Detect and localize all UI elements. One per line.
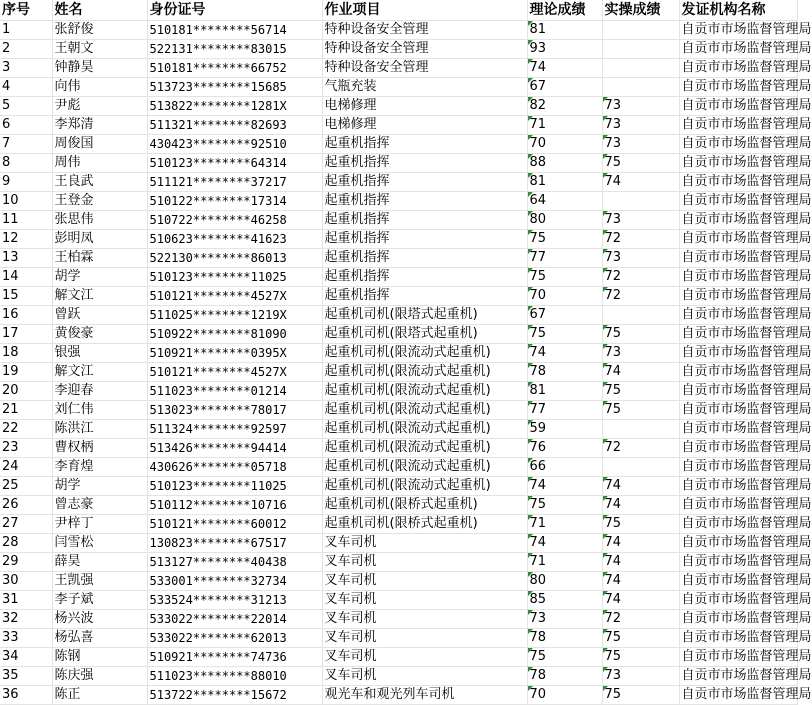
cell-work-item[interactable]: 叉车司机 bbox=[322, 629, 527, 648]
cell-issuing-authority[interactable]: 自贡市市场监督管理局 bbox=[679, 439, 797, 458]
cell-work-item[interactable]: 起重机司机(限流动式起重机) bbox=[322, 363, 527, 382]
table-row bbox=[0, 78, 797, 97]
cell-work-item[interactable]: 叉车司机 bbox=[322, 591, 527, 610]
cell-index[interactable]: 36 bbox=[0, 686, 52, 705]
cell-index[interactable]: 18 bbox=[0, 344, 52, 363]
cell-issuing-authority[interactable]: 自贡市市场监督管理局 bbox=[679, 363, 797, 382]
cell-work-item[interactable]: 起重机司机(限塔式起重机) bbox=[322, 325, 527, 344]
cell-index[interactable]: 19 bbox=[0, 363, 52, 382]
cell-name[interactable]: 曾志豪 bbox=[52, 496, 147, 515]
cell-id-number[interactable]: 430423********92510 bbox=[147, 135, 322, 154]
cell-index[interactable]: 12 bbox=[0, 230, 52, 249]
cell-index[interactable]: 22 bbox=[0, 420, 52, 439]
cell-name[interactable]: 陈钢 bbox=[52, 648, 147, 667]
table-row bbox=[0, 629, 797, 648]
cell-index[interactable]: 3 bbox=[0, 59, 52, 78]
cell-id-number[interactable]: 511324********92597 bbox=[147, 420, 322, 439]
cell-issuing-authority[interactable]: 自贡市市场监督管理局 bbox=[679, 21, 797, 40]
cell-id-number[interactable]: 510121********4527X bbox=[147, 287, 322, 306]
cell-theory-score[interactable]: 70 bbox=[527, 287, 602, 306]
cell-id-number[interactable]: 430626********05718 bbox=[147, 458, 322, 477]
cell-theory-score[interactable]: 80 bbox=[527, 211, 602, 230]
cell-work-item[interactable]: 起重机司机(限流动式起重机) bbox=[322, 420, 527, 439]
cell-id-number[interactable]: 513127********40438 bbox=[147, 553, 322, 572]
cell-issuing-authority[interactable]: 自贡市市场监督管理局 bbox=[679, 40, 797, 59]
cell-work-item[interactable]: 起重机司机(限流动式起重机) bbox=[322, 344, 527, 363]
cell-work-item[interactable]: 特种设备安全管理 bbox=[322, 40, 527, 59]
cell-work-item[interactable]: 起重机司机(限桥式起重机) bbox=[322, 496, 527, 515]
cell-work-item[interactable]: 起重机司机(限流动式起重机) bbox=[322, 401, 527, 420]
cell-index[interactable]: 25 bbox=[0, 477, 52, 496]
cell-index[interactable]: 13 bbox=[0, 249, 52, 268]
cell-theory-score[interactable]: 74 bbox=[527, 344, 602, 363]
cell-index[interactable]: 34 bbox=[0, 648, 52, 667]
cell-name[interactable]: 李郑清 bbox=[52, 116, 147, 135]
cell-work-item[interactable]: 起重机指挥 bbox=[322, 268, 527, 287]
cell-id-number[interactable]: 511023********88010 bbox=[147, 667, 322, 686]
cell-id-number[interactable]: 510922********81090 bbox=[147, 325, 322, 344]
cell-name[interactable]: 银强 bbox=[52, 344, 147, 363]
cell-work-item[interactable]: 特种设备安全管理 bbox=[322, 59, 527, 78]
cell-id-number[interactable]: 513723********15685 bbox=[147, 78, 322, 97]
cell-index[interactable]: 4 bbox=[0, 78, 52, 97]
cell-issuing-authority[interactable]: 自贡市市场监督管理局 bbox=[679, 477, 797, 496]
cell-name[interactable]: 胡学 bbox=[52, 268, 147, 287]
header-cell-issuing-authority[interactable]: 发证机构名称 bbox=[679, 0, 797, 21]
table-row bbox=[0, 496, 797, 515]
cell-work-item[interactable]: 叉车司机 bbox=[322, 553, 527, 572]
header-row bbox=[0, 0, 797, 21]
cell-issuing-authority[interactable]: 自贡市市场监督管理局 bbox=[679, 173, 797, 192]
cell-practical-score[interactable]: 75 bbox=[602, 686, 679, 705]
cell-practical-score[interactable] bbox=[602, 192, 679, 211]
cell-practical-score[interactable] bbox=[602, 420, 679, 439]
table-row bbox=[0, 439, 797, 458]
cell-name[interactable]: 陈洪江 bbox=[52, 420, 147, 439]
table-row bbox=[0, 211, 797, 230]
table-row bbox=[0, 59, 797, 78]
cell-theory-score[interactable]: 59 bbox=[527, 420, 602, 439]
cell-name[interactable]: 李迎春 bbox=[52, 382, 147, 401]
cell-issuing-authority[interactable]: 自贡市市场监督管理局 bbox=[679, 420, 797, 439]
cell-issuing-authority[interactable]: 自贡市市场监督管理局 bbox=[679, 496, 797, 515]
cell-issuing-authority[interactable]: 自贡市市场监督管理局 bbox=[679, 154, 797, 173]
cell-practical-score[interactable]: 73 bbox=[602, 97, 679, 116]
cell-issuing-authority[interactable]: 自贡市市场监督管理局 bbox=[679, 534, 797, 553]
cell-name[interactable]: 王良武 bbox=[52, 173, 147, 192]
cell-theory-score[interactable]: 82 bbox=[527, 97, 602, 116]
cell-name[interactable]: 李育煌 bbox=[52, 458, 147, 477]
cell-theory-score[interactable]: 93 bbox=[527, 40, 602, 59]
cell-practical-score[interactable]: 75 bbox=[602, 629, 679, 648]
cell-work-item[interactable]: 叉车司机 bbox=[322, 610, 527, 629]
cell-theory-score[interactable]: 66 bbox=[527, 458, 602, 477]
cell-id-number[interactable]: 511321********82693 bbox=[147, 116, 322, 135]
cell-id-number[interactable]: 510112********10716 bbox=[147, 496, 322, 515]
header-cell-id-number[interactable]: 身份证号 bbox=[147, 0, 322, 21]
cell-work-item[interactable]: 起重机司机(限流动式起重机) bbox=[322, 458, 527, 477]
cell-id-number[interactable]: 533022********62013 bbox=[147, 629, 322, 648]
cell-name[interactable]: 解文江 bbox=[52, 363, 147, 382]
cell-practical-score[interactable]: 74 bbox=[602, 534, 679, 553]
cell-work-item[interactable]: 电梯修理 bbox=[322, 97, 527, 116]
table-row bbox=[0, 572, 797, 591]
cell-id-number[interactable]: 533001********32734 bbox=[147, 572, 322, 591]
cell-name[interactable]: 张舒俊 bbox=[52, 21, 147, 40]
cell-id-number[interactable]: 510123********64314 bbox=[147, 154, 322, 173]
table-row bbox=[0, 154, 797, 173]
cell-issuing-authority[interactable]: 自贡市市场监督管理局 bbox=[679, 458, 797, 477]
table-row bbox=[0, 325, 797, 344]
cell-index[interactable]: 6 bbox=[0, 116, 52, 135]
cell-theory-score[interactable]: 74 bbox=[527, 534, 602, 553]
cell-theory-score[interactable]: 70 bbox=[527, 135, 602, 154]
cell-issuing-authority[interactable]: 自贡市市场监督管理局 bbox=[679, 629, 797, 648]
cell-theory-score[interactable]: 77 bbox=[527, 401, 602, 420]
cell-practical-score[interactable]: 74 bbox=[602, 477, 679, 496]
cell-work-item[interactable]: 叉车司机 bbox=[322, 534, 527, 553]
cell-index[interactable]: 20 bbox=[0, 382, 52, 401]
table-row bbox=[0, 591, 797, 610]
cell-name[interactable]: 杨兴波 bbox=[52, 610, 147, 629]
cell-work-item[interactable]: 电梯修理 bbox=[322, 116, 527, 135]
cell-id-number[interactable]: 510921********0395X bbox=[147, 344, 322, 363]
cell-theory-score[interactable]: 88 bbox=[527, 154, 602, 173]
cell-practical-score[interactable]: 72 bbox=[602, 268, 679, 287]
cell-name[interactable]: 李子斌 bbox=[52, 591, 147, 610]
cell-theory-score[interactable]: 74 bbox=[527, 59, 602, 78]
cell-index[interactable]: 16 bbox=[0, 306, 52, 325]
table-row bbox=[0, 515, 797, 534]
cell-index[interactable]: 32 bbox=[0, 610, 52, 629]
cell-issuing-authority[interactable]: 自贡市市场监督管理局 bbox=[679, 553, 797, 572]
cell-work-item[interactable]: 叉车司机 bbox=[322, 648, 527, 667]
cell-index[interactable]: 24 bbox=[0, 458, 52, 477]
cell-practical-score[interactable]: 73 bbox=[602, 344, 679, 363]
cell-id-number[interactable]: 510123********11025 bbox=[147, 477, 322, 496]
cell-name[interactable]: 王登金 bbox=[52, 192, 147, 211]
cell-work-item[interactable]: 气瓶充装 bbox=[322, 78, 527, 97]
cell-issuing-authority[interactable]: 自贡市市场监督管理局 bbox=[679, 268, 797, 287]
cell-practical-score[interactable] bbox=[602, 59, 679, 78]
cell-name[interactable]: 解文江 bbox=[52, 287, 147, 306]
cell-issuing-authority[interactable]: 自贡市市场监督管理局 bbox=[679, 344, 797, 363]
cell-practical-score[interactable]: 75 bbox=[602, 325, 679, 344]
cell-work-item[interactable]: 起重机司机(限塔式起重机) bbox=[322, 306, 527, 325]
table-row bbox=[0, 249, 797, 268]
cell-theory-score[interactable]: 64 bbox=[527, 192, 602, 211]
cell-index[interactable]: 8 bbox=[0, 154, 52, 173]
cell-issuing-authority[interactable]: 自贡市市场监督管理局 bbox=[679, 135, 797, 154]
cell-index[interactable]: 30 bbox=[0, 572, 52, 591]
cell-work-item[interactable]: 起重机司机(限桥式起重机) bbox=[322, 515, 527, 534]
cell-issuing-authority[interactable]: 自贡市市场监督管理局 bbox=[679, 325, 797, 344]
cell-theory-score[interactable]: 80 bbox=[527, 572, 602, 591]
cell-index[interactable]: 17 bbox=[0, 325, 52, 344]
cell-id-number[interactable]: 510181********66752 bbox=[147, 59, 322, 78]
cell-issuing-authority[interactable]: 自贡市市场监督管理局 bbox=[679, 515, 797, 534]
cell-name[interactable]: 王柏霖 bbox=[52, 249, 147, 268]
cell-issuing-authority[interactable]: 自贡市市场监督管理局 bbox=[679, 667, 797, 686]
cell-theory-score[interactable]: 78 bbox=[527, 363, 602, 382]
cell-practical-score[interactable]: 75 bbox=[602, 648, 679, 667]
table-row bbox=[0, 173, 797, 192]
cell-practical-score[interactable]: 73 bbox=[602, 116, 679, 135]
table-row bbox=[0, 648, 797, 667]
cell-theory-score[interactable]: 76 bbox=[527, 439, 602, 458]
cell-issuing-authority[interactable]: 自贡市市场监督管理局 bbox=[679, 211, 797, 230]
cell-theory-score[interactable]: 75 bbox=[527, 496, 602, 515]
cell-work-item[interactable]: 起重机司机(限流动式起重机) bbox=[322, 477, 527, 496]
cell-name[interactable]: 钟静昊 bbox=[52, 59, 147, 78]
cell-work-item[interactable]: 起重机指挥 bbox=[322, 173, 527, 192]
cell-id-number[interactable]: 511023********01214 bbox=[147, 382, 322, 401]
cell-practical-score[interactable]: 74 bbox=[602, 496, 679, 515]
cell-index[interactable]: 28 bbox=[0, 534, 52, 553]
cell-work-item[interactable]: 起重机指挥 bbox=[322, 249, 527, 268]
cell-practical-score[interactable]: 73 bbox=[602, 211, 679, 230]
cell-issuing-authority[interactable]: 自贡市市场监督管理局 bbox=[679, 401, 797, 420]
cell-name[interactable]: 陈庆强 bbox=[52, 667, 147, 686]
cell-issuing-authority[interactable]: 自贡市市场监督管理局 bbox=[679, 591, 797, 610]
header-cell-practical-score[interactable]: 实操成绩 bbox=[602, 0, 679, 21]
header-cell-theory-score[interactable]: 理论成绩 bbox=[527, 0, 602, 21]
cell-id-number[interactable]: 513023********78017 bbox=[147, 401, 322, 420]
cell-practical-score[interactable]: 72 bbox=[602, 287, 679, 306]
cell-theory-score[interactable]: 71 bbox=[527, 116, 602, 135]
cell-name[interactable]: 彭明凤 bbox=[52, 230, 147, 249]
table-row bbox=[0, 401, 797, 420]
cell-theory-score[interactable]: 67 bbox=[527, 78, 602, 97]
cell-id-number[interactable]: 511025********1219X bbox=[147, 306, 322, 325]
cell-issuing-authority[interactable]: 自贡市市场监督管理局 bbox=[679, 230, 797, 249]
cell-theory-score[interactable]: 77 bbox=[527, 249, 602, 268]
cell-issuing-authority[interactable]: 自贡市市场监督管理局 bbox=[679, 59, 797, 78]
cell-theory-score[interactable]: 67 bbox=[527, 306, 602, 325]
cell-theory-score[interactable]: 70 bbox=[527, 686, 602, 705]
cell-work-item[interactable]: 叉车司机 bbox=[322, 667, 527, 686]
cell-index[interactable]: 33 bbox=[0, 629, 52, 648]
table-row bbox=[0, 553, 797, 572]
table-row bbox=[0, 610, 797, 629]
cell-practical-score[interactable]: 73 bbox=[602, 667, 679, 686]
cell-index[interactable]: 11 bbox=[0, 211, 52, 230]
cell-theory-score[interactable]: 78 bbox=[527, 667, 602, 686]
cell-theory-score[interactable]: 81 bbox=[527, 382, 602, 401]
cell-issuing-authority[interactable]: 自贡市市场监督管理局 bbox=[679, 572, 797, 591]
table-row bbox=[0, 287, 797, 306]
cell-name[interactable]: 陈正 bbox=[52, 686, 147, 705]
cell-issuing-authority[interactable]: 自贡市市场监督管理局 bbox=[679, 78, 797, 97]
cell-index[interactable]: 9 bbox=[0, 173, 52, 192]
cell-theory-score[interactable]: 81 bbox=[527, 173, 602, 192]
header-cell-name[interactable]: 姓名 bbox=[52, 0, 147, 21]
table-row bbox=[0, 458, 797, 477]
cell-name[interactable]: 黄俊豪 bbox=[52, 325, 147, 344]
table-row bbox=[0, 363, 797, 382]
cell-index[interactable]: 26 bbox=[0, 496, 52, 515]
cell-index[interactable]: 2 bbox=[0, 40, 52, 59]
cell-index[interactable]: 10 bbox=[0, 192, 52, 211]
cell-issuing-authority[interactable]: 自贡市市场监督管理局 bbox=[679, 287, 797, 306]
cell-id-number[interactable]: 510722********46258 bbox=[147, 211, 322, 230]
cell-practical-score[interactable]: 74 bbox=[602, 553, 679, 572]
cell-index[interactable]: 14 bbox=[0, 268, 52, 287]
table-row bbox=[0, 135, 797, 154]
cell-theory-score[interactable]: 71 bbox=[527, 515, 602, 534]
cell-work-item[interactable]: 起重机司机(限流动式起重机) bbox=[322, 439, 527, 458]
cell-id-number[interactable]: 130823********67517 bbox=[147, 534, 322, 553]
cell-index[interactable]: 29 bbox=[0, 553, 52, 572]
cell-practical-score[interactable]: 72 bbox=[602, 610, 679, 629]
cell-theory-score[interactable]: 75 bbox=[527, 230, 602, 249]
table-row bbox=[0, 116, 797, 135]
table-row bbox=[0, 268, 797, 287]
cell-issuing-authority[interactable]: 自贡市市场监督管理局 bbox=[679, 306, 797, 325]
table-row bbox=[0, 667, 797, 686]
cell-practical-score[interactable] bbox=[602, 458, 679, 477]
cell-theory-score[interactable]: 73 bbox=[527, 610, 602, 629]
cell-practical-score[interactable]: 73 bbox=[602, 135, 679, 154]
table-row bbox=[0, 477, 797, 496]
cell-work-item[interactable]: 起重机指挥 bbox=[322, 287, 527, 306]
cell-issuing-authority[interactable]: 自贡市市场监督管理局 bbox=[679, 192, 797, 211]
cell-practical-score[interactable]: 73 bbox=[602, 249, 679, 268]
table-row bbox=[0, 534, 797, 553]
cell-id-number[interactable]: 510921********74736 bbox=[147, 648, 322, 667]
cell-theory-score[interactable]: 75 bbox=[527, 648, 602, 667]
cell-id-number[interactable]: 510181********56714 bbox=[147, 21, 322, 40]
cell-id-number[interactable]: 510123********11025 bbox=[147, 268, 322, 287]
cell-id-number[interactable]: 510121********4527X bbox=[147, 363, 322, 382]
cell-index[interactable]: 23 bbox=[0, 439, 52, 458]
cell-index[interactable]: 27 bbox=[0, 515, 52, 534]
cell-name[interactable]: 尹梓丁 bbox=[52, 515, 147, 534]
cell-theory-score[interactable]: 74 bbox=[527, 477, 602, 496]
table-row bbox=[0, 40, 797, 59]
cell-issuing-authority[interactable]: 自贡市市场监督管理局 bbox=[679, 382, 797, 401]
cell-name[interactable]: 周俊国 bbox=[52, 135, 147, 154]
cell-name[interactable]: 王凯强 bbox=[52, 572, 147, 591]
cell-practical-score[interactable]: 74 bbox=[602, 173, 679, 192]
cell-name[interactable]: 周伟 bbox=[52, 154, 147, 173]
cell-practical-score[interactable] bbox=[602, 306, 679, 325]
cell-name[interactable]: 向伟 bbox=[52, 78, 147, 97]
cell-theory-score[interactable]: 81 bbox=[527, 21, 602, 40]
cell-practical-score[interactable]: 74 bbox=[602, 572, 679, 591]
cell-id-number[interactable]: 522131********83015 bbox=[147, 40, 322, 59]
cell-id-number[interactable]: 533022********22014 bbox=[147, 610, 322, 629]
table-row bbox=[0, 192, 797, 211]
cell-practical-score[interactable]: 74 bbox=[602, 591, 679, 610]
table-row bbox=[0, 344, 797, 363]
cell-id-number[interactable]: 513822********1281X bbox=[147, 97, 322, 116]
cell-name[interactable]: 薛昊 bbox=[52, 553, 147, 572]
cell-practical-score[interactable] bbox=[602, 40, 679, 59]
table-body bbox=[0, 21, 812, 705]
cell-issuing-authority[interactable]: 自贡市市场监督管理局 bbox=[679, 648, 797, 667]
table-row bbox=[0, 230, 797, 249]
cell-work-item[interactable]: 观光车和观光列车司机 bbox=[322, 686, 527, 705]
table-row bbox=[0, 382, 797, 401]
table-row bbox=[0, 97, 797, 116]
cell-id-number[interactable]: 533524********31213 bbox=[147, 591, 322, 610]
cell-practical-score[interactable]: 75 bbox=[602, 401, 679, 420]
table-row bbox=[0, 420, 797, 439]
cell-theory-score[interactable]: 71 bbox=[527, 553, 602, 572]
cell-id-number[interactable]: 510122********17314 bbox=[147, 192, 322, 211]
cell-index[interactable]: 21 bbox=[0, 401, 52, 420]
cell-name[interactable]: 胡学 bbox=[52, 477, 147, 496]
cell-index[interactable]: 31 bbox=[0, 591, 52, 610]
table-row bbox=[0, 686, 797, 705]
cell-practical-score[interactable]: 74 bbox=[602, 363, 679, 382]
cell-practical-score[interactable] bbox=[602, 21, 679, 40]
cell-index[interactable]: 5 bbox=[0, 97, 52, 116]
cell-issuing-authority[interactable]: 自贡市市场监督管理局 bbox=[679, 116, 797, 135]
cell-id-number[interactable]: 513722********15672 bbox=[147, 686, 322, 705]
cell-issuing-authority[interactable]: 自贡市市场监督管理局 bbox=[679, 686, 797, 705]
cell-theory-score[interactable]: 85 bbox=[527, 591, 602, 610]
cell-practical-score[interactable]: 75 bbox=[602, 515, 679, 534]
cell-work-item[interactable]: 叉车司机 bbox=[322, 572, 527, 591]
table-row bbox=[0, 306, 797, 325]
cell-name[interactable]: 曹权柄 bbox=[52, 439, 147, 458]
cell-index[interactable]: 15 bbox=[0, 287, 52, 306]
cell-id-number[interactable]: 511121********37217 bbox=[147, 173, 322, 192]
cell-work-item[interactable]: 起重机司机(限流动式起重机) bbox=[322, 382, 527, 401]
cell-work-item[interactable]: 起重机指挥 bbox=[322, 154, 527, 173]
table-row bbox=[0, 21, 797, 40]
cell-name[interactable]: 王朝文 bbox=[52, 40, 147, 59]
cell-practical-score[interactable]: 72 bbox=[602, 439, 679, 458]
cell-name[interactable]: 尹彪 bbox=[52, 97, 147, 116]
cell-issuing-authority[interactable]: 自贡市市场监督管理局 bbox=[679, 249, 797, 268]
cell-practical-score[interactable]: 72 bbox=[602, 230, 679, 249]
cell-name[interactable]: 杨弘喜 bbox=[52, 629, 147, 648]
cell-id-number[interactable]: 510623********41623 bbox=[147, 230, 322, 249]
cell-name[interactable]: 闫雪松 bbox=[52, 534, 147, 553]
cell-theory-score[interactable]: 78 bbox=[527, 629, 602, 648]
cell-practical-score[interactable]: 75 bbox=[602, 382, 679, 401]
cell-issuing-authority[interactable]: 自贡市市场监督管理局 bbox=[679, 610, 797, 629]
cell-practical-score[interactable] bbox=[602, 78, 679, 97]
cell-work-item[interactable]: 起重机指挥 bbox=[322, 230, 527, 249]
cell-work-item[interactable]: 起重机指挥 bbox=[322, 211, 527, 230]
cell-name[interactable]: 张思伟 bbox=[52, 211, 147, 230]
cell-index[interactable]: 35 bbox=[0, 667, 52, 686]
cell-work-item[interactable]: 起重机指挥 bbox=[322, 135, 527, 154]
cell-work-item[interactable]: 特种设备安全管理 bbox=[322, 21, 527, 40]
cell-work-item[interactable]: 起重机指挥 bbox=[322, 192, 527, 211]
cell-practical-score[interactable]: 75 bbox=[602, 154, 679, 173]
cell-id-number[interactable]: 522130********86013 bbox=[147, 249, 322, 268]
header-cell-index[interactable]: 序号 bbox=[0, 0, 52, 21]
header-cell-work-item[interactable]: 作业项目 bbox=[322, 0, 527, 21]
cell-theory-score[interactable]: 75 bbox=[527, 268, 602, 287]
cell-issuing-authority[interactable]: 自贡市市场监督管理局 bbox=[679, 97, 797, 116]
cell-theory-score[interactable]: 75 bbox=[527, 325, 602, 344]
cell-name[interactable]: 刘仁伟 bbox=[52, 401, 147, 420]
cell-id-number[interactable]: 513426********94414 bbox=[147, 439, 322, 458]
cell-name[interactable]: 曾跃 bbox=[52, 306, 147, 325]
cell-index[interactable]: 1 bbox=[0, 21, 52, 40]
cell-index[interactable]: 7 bbox=[0, 135, 52, 154]
cell-id-number[interactable]: 510121********60012 bbox=[147, 515, 322, 534]
